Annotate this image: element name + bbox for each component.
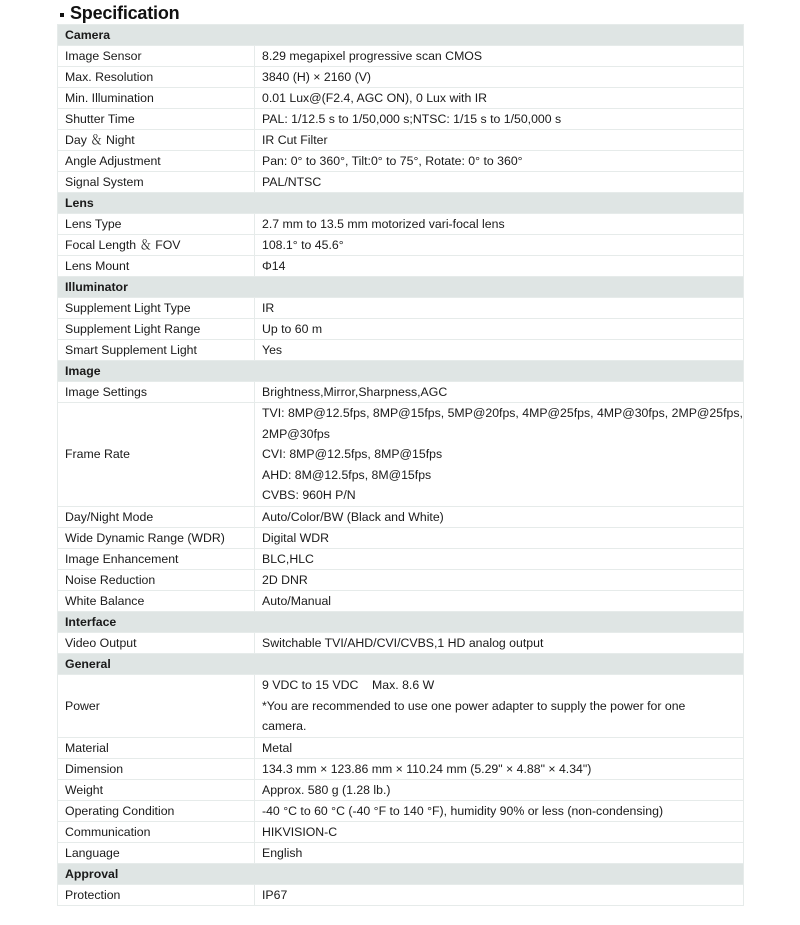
spec-label: Image Sensor <box>58 46 255 67</box>
section-header-image <box>58 361 744 382</box>
spec-row <box>58 403 744 507</box>
spec-row <box>58 779 744 800</box>
spec-row <box>58 737 744 758</box>
spec-row <box>58 46 744 67</box>
section-title: Approval <box>58 863 744 884</box>
spec-value: Yes <box>255 340 744 361</box>
spec-value: Digital WDR <box>255 527 744 548</box>
specification-table-body <box>58 25 744 906</box>
spec-value: English <box>255 842 744 863</box>
spec-value-line: TVI: 8MP@12.5fps, 8MP@15fps, 5MP@20fps, 4MP@25fps, 4MP@30fps, 2MP@25fps, <box>262 406 743 420</box>
spec-value: 0.01 Lux@(F2.4, AGC ON), 0 Lux with IR <box>255 88 744 109</box>
spec-label: Day ＆ Night <box>58 130 255 151</box>
spec-value-line: AHD: 8M@12.5fps, 8M@15fps <box>262 467 432 482</box>
spec-row <box>58 298 744 319</box>
spec-row <box>58 821 744 842</box>
spec-row <box>58 632 744 653</box>
section-title: Camera <box>58 25 744 46</box>
spec-label: Noise Reduction <box>58 569 255 590</box>
spec-row <box>58 382 744 403</box>
spec-value: 108.1° to 45.6° <box>255 235 744 256</box>
spec-row <box>58 506 744 527</box>
spec-value: HIKVISION-C <box>255 821 744 842</box>
spec-label: Wide Dynamic Range (WDR) <box>58 527 255 548</box>
spec-value: IP67 <box>255 884 744 905</box>
spec-row <box>58 235 744 256</box>
page-title <box>60 3 179 24</box>
spec-row <box>58 130 744 151</box>
spec-label: Lens Type <box>58 214 255 235</box>
spec-label: Min. Illumination <box>58 88 255 109</box>
spec-value: Up to 60 m <box>255 319 744 340</box>
spec-row <box>58 527 744 548</box>
spec-label: Smart Supplement Light <box>58 340 255 361</box>
spec-row <box>58 590 744 611</box>
section-header-interface <box>58 611 744 632</box>
section-header-lens <box>58 193 744 214</box>
spec-label: Weight <box>58 779 255 800</box>
spec-label: Day/Night Mode <box>58 506 255 527</box>
spec-label: Supplement Light Type <box>58 298 255 319</box>
spec-label: Image Enhancement <box>58 548 255 569</box>
spec-value: BLC,HLC <box>255 548 744 569</box>
spec-label: White Balance <box>58 590 255 611</box>
spec-value: 3840 (H) × 2160 (V) <box>255 67 744 88</box>
spec-value: Brightness,Mirror,Sharpness,AGC <box>255 382 744 403</box>
spec-row <box>58 88 744 109</box>
section-header-approval <box>58 863 744 884</box>
spec-value: Approx. 580 g (1.28 lb.) <box>255 779 744 800</box>
spec-label: Lens Mount <box>58 256 255 277</box>
section-title: Illuminator <box>58 277 744 298</box>
spec-label: Language <box>58 842 255 863</box>
spec-row <box>58 884 744 905</box>
spec-label: Supplement Light Range <box>58 319 255 340</box>
spec-row <box>58 842 744 863</box>
spec-label: Focal Length ＆ FOV <box>58 235 255 256</box>
spec-label: Protection <box>58 884 255 905</box>
spec-label: Frame Rate <box>58 403 255 507</box>
specification-table <box>57 24 744 906</box>
section-header-camera <box>58 25 744 46</box>
bullet-icon <box>60 13 64 17</box>
spec-row <box>58 109 744 130</box>
spec-value: IR Cut Filter <box>255 130 744 151</box>
section-header-general <box>58 653 744 674</box>
spec-row <box>58 319 744 340</box>
spec-value-line: *You are recommended to use one power adapter to supply the power for one <box>262 698 686 713</box>
spec-label: Image Settings <box>58 382 255 403</box>
section-title: Interface <box>58 611 744 632</box>
spec-row <box>58 674 744 737</box>
spec-row <box>58 256 744 277</box>
spec-label: Max. Resolution <box>58 67 255 88</box>
spec-value: Switchable TVI/AHD/CVI/CVBS,1 HD analog output <box>255 632 744 653</box>
spec-row <box>58 67 744 88</box>
spec-row <box>58 151 744 172</box>
spec-label: Communication <box>58 821 255 842</box>
spec-row <box>58 340 744 361</box>
spec-value <box>255 403 744 507</box>
spec-value-line: 9 VDC to 15 VDC Max. 8.6 W <box>262 677 435 692</box>
spec-value: Metal <box>255 737 744 758</box>
spec-value: Φ14 <box>255 256 744 277</box>
spec-label: Dimension <box>58 758 255 779</box>
section-title: Image <box>58 361 744 382</box>
spec-value: 2D DNR <box>255 569 744 590</box>
spec-label: Power <box>58 674 255 737</box>
spec-value: 134.3 mm × 123.86 mm × 110.24 mm (5.29" × 4.88" × 4.34") <box>255 758 744 779</box>
spec-value-line: 2MP@30fps <box>262 426 330 441</box>
spec-row <box>58 214 744 235</box>
section-header-illuminator <box>58 277 744 298</box>
section-title: General <box>58 653 744 674</box>
spec-label: Angle Adjustment <box>58 151 255 172</box>
spec-value: PAL: 1/12.5 s to 1/50,000 s;NTSC: 1/15 s to 1/50,000 s <box>255 109 744 130</box>
spec-value: Pan: 0° to 360°, Tilt:0° to 75°, Rotate: 0° to 360° <box>255 151 744 172</box>
spec-value-line: CVBS: 960H P/N <box>262 488 356 503</box>
spec-label: Operating Condition <box>58 800 255 821</box>
spec-row <box>58 548 744 569</box>
spec-label: Signal System <box>58 172 255 193</box>
spec-value: Auto/Color/BW (Black and White) <box>255 506 744 527</box>
spec-row <box>58 758 744 779</box>
spec-value <box>255 674 744 737</box>
section-title: Lens <box>58 193 744 214</box>
page-title-text: Specification <box>70 3 180 23</box>
spec-value: IR <box>255 298 744 319</box>
spec-label: Material <box>58 737 255 758</box>
spec-row <box>58 569 744 590</box>
spec-value-line: CVI: 8MP@12.5fps, 8MP@15fps <box>262 447 443 462</box>
spec-value: PAL/NTSC <box>255 172 744 193</box>
spec-value-line: camera. <box>262 719 307 734</box>
spec-label: Shutter Time <box>58 109 255 130</box>
spec-value: Auto/Manual <box>255 590 744 611</box>
spec-value: 8.29 megapixel progressive scan CMOS <box>255 46 744 67</box>
spec-value: -40 °C to 60 °C (-40 °F to 140 °F), humidity 90% or less (non-condensing) <box>255 800 744 821</box>
spec-row <box>58 172 744 193</box>
spec-row <box>58 800 744 821</box>
spec-label: Video Output <box>58 632 255 653</box>
spec-value: 2.7 mm to 13.5 mm motorized vari-focal lens <box>255 214 744 235</box>
